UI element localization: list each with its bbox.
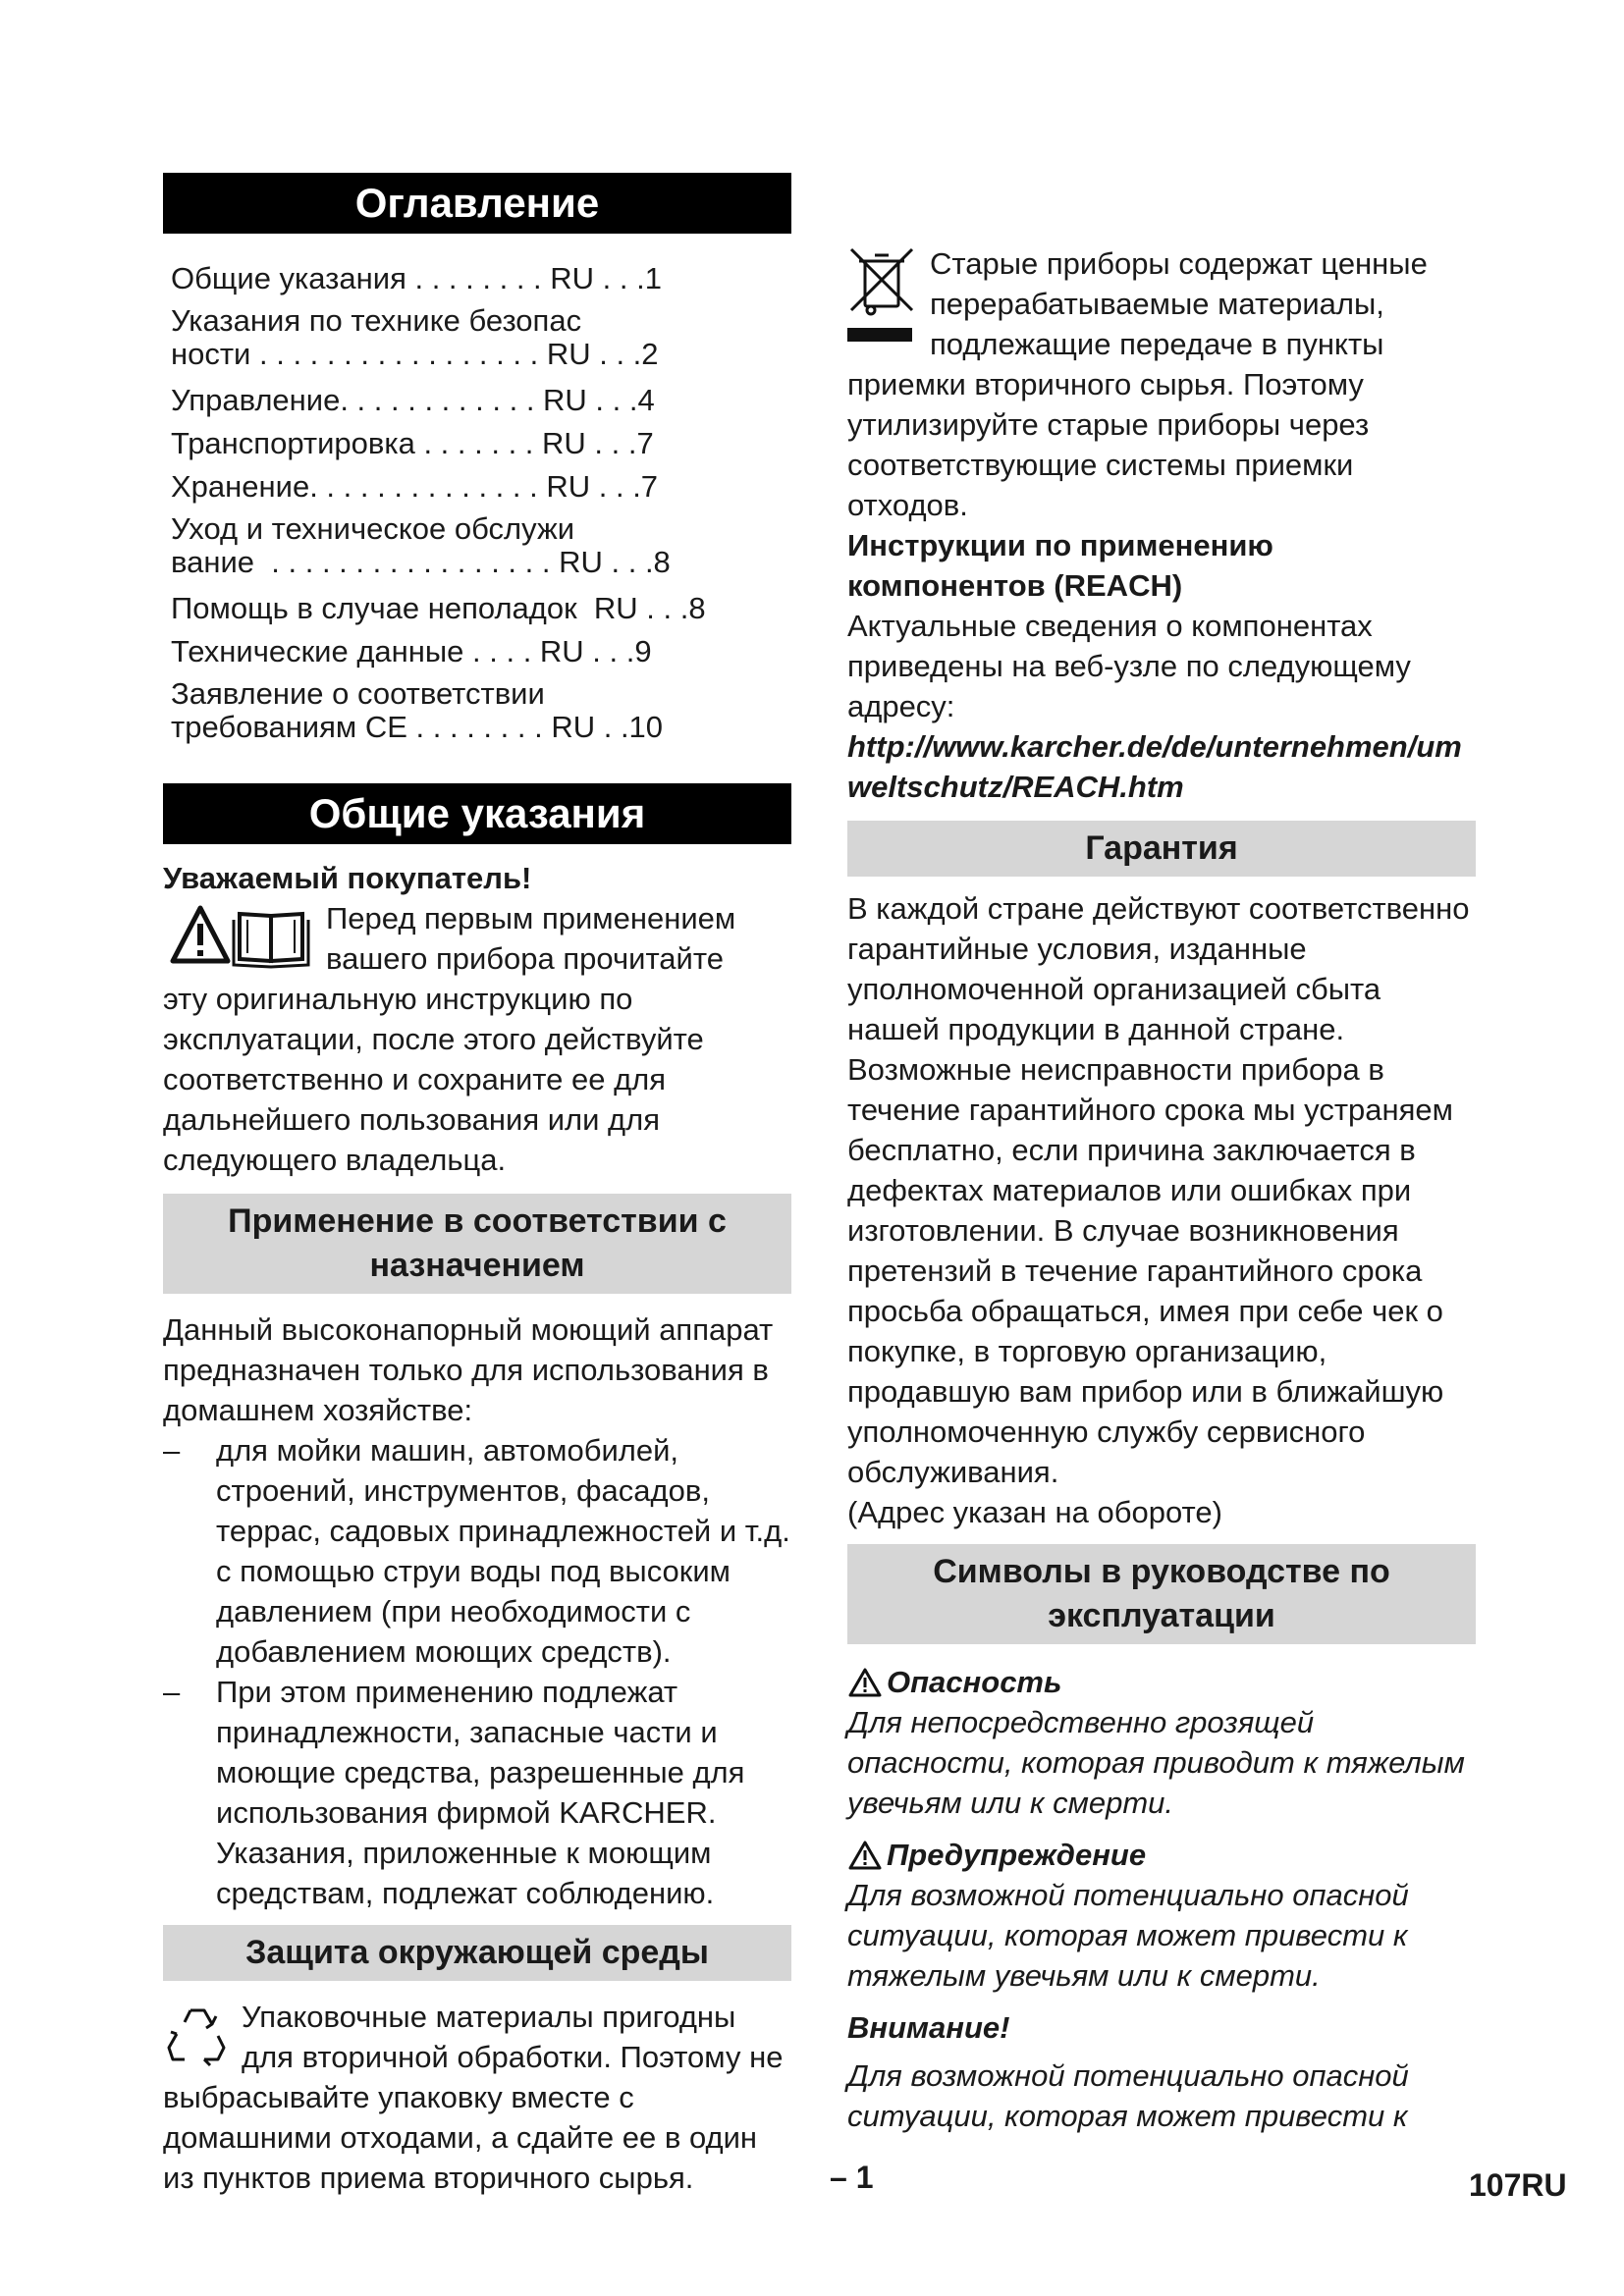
usage-text: Данный высоконапорный моющий аппарат предназначен только для использования в домашнем хозяйстве: xyxy=(163,1312,774,1427)
reach-link[interactable]: http://www.karcher.de/de/unternehmen/umweltschutz/REACH.htm xyxy=(847,729,1462,804)
right-column xyxy=(847,165,1476,2136)
toc-entry[interactable]: Управление. . . . . . . . . . . . RU . . .4 xyxy=(171,383,655,417)
old-devices-block: Старые приборы содержат ценные перерабатываемые материалы, подлежащие передаче в пункты приемки вторичного сырья. Поэтому утилизируйте старые приборы через соответствующие системы приемки отходов. xyxy=(847,246,1428,522)
environment-title: Защита окружающей среды xyxy=(163,1925,791,1981)
general-title: Общие указания xyxy=(163,783,791,844)
intro-block: Перед первым применением вашего прибора прочитайте эту оригинальную инструкцию по эксплуатации, после этого действуйте соответственно и сохраните ее для дальнейшего пользования или для следующего владельца. xyxy=(163,901,736,1177)
warning-read-manual-icon xyxy=(169,902,316,971)
warranty-title: Гарантия xyxy=(847,821,1476,877)
toc-entry[interactable]: Хранение. . . . . . . . . . . . . . RU . . .7 xyxy=(171,469,659,504)
toc-entry[interactable]: Технические данные . . . . RU . . .9 xyxy=(171,634,652,668)
toc-entry[interactable]: Транспортировка . . . . . . . RU . . .7 xyxy=(171,426,654,460)
caution-heading: Внимание! xyxy=(847,2010,1010,2045)
warranty-address: (Адрес указан на обороте) xyxy=(847,1495,1222,1529)
toc-entry[interactable]: Помощь в случае неполадок RU . . .8 xyxy=(171,591,706,625)
toc-entry[interactable]: Общие указания . . . . . . . . RU . . .1 xyxy=(171,261,662,295)
crossed-bin-icon xyxy=(847,245,916,344)
recycle-icon xyxy=(163,2001,232,2069)
packaging-block: Упаковочные материалы пригодны для вторичной обработки. Поэтому не выбрасывайте упаковку вместе с домашними отходами, а сдайте ее в один из пунктов приема вторичного сырья. xyxy=(163,2000,784,2195)
reach-heading: Инструкции по применению компонентов (REACH) xyxy=(847,528,1273,603)
left-column xyxy=(163,173,791,2198)
toc-entry[interactable]: Уход и техническое обслужи вание . . . . . . . . . . . . . . . . . RU . . .8 xyxy=(171,511,671,579)
usage-title: Применение в соответствии с назначением xyxy=(163,1194,791,1294)
danger-text: Для непосредственно грозящей опасности, которая приводит к тяжелым увечьям или к смерти. xyxy=(847,1705,1465,1820)
toc-entry[interactable]: Заявление о соответствии требованиям CE . . . . . . . . RU . .10 xyxy=(171,676,664,744)
list-item: – При этом применению подлежат принадлежности, запасные части и моющие средства, разрешенные для использования фирмой KARCHER. Указания, приложенные к моющим средствам, подлежат соблюдению. xyxy=(163,1675,745,1910)
warning-triangle-icon xyxy=(847,1667,883,1698)
caution-text: Для возможной потенциально опасной ситуации, которая может привести к xyxy=(847,2058,1409,2133)
page-number: – 1 xyxy=(830,2160,874,2195)
list-item: – для мойки машин, автомобилей, строений, инструментов, фасадов, террас, садовых принадлежностей и т.д. с помощью струи воды под высоким давлением (при необходимости с добавлением моющих средств). xyxy=(163,1433,790,1669)
reach-text: Актуальные сведения о компонентах приведены на веб-узле по следующему адресу: xyxy=(847,609,1411,723)
table-of-contents xyxy=(171,257,791,744)
page-code: 107RU xyxy=(1469,2167,1567,2203)
warning-triangle-icon xyxy=(847,1840,883,1871)
danger-heading: Опасность xyxy=(847,1662,1476,1702)
warning-heading: Предупреждение xyxy=(847,1835,1476,1875)
warranty-text: В каждой стране действуют соответственно гарантийные условия, изданные уполномоченной организацией сбыта нашей продукции в данной стране. Возможные неисправности прибора в течение гарантийного срока мы устраняем бесплатно, если причина заключается в дефектах материалов или ошибках при изготовлении. В случае возникновения претензий в течение гарантийного срока просьба обращаться, имея при себе чек о покупке, в торговую организацию, продавшую вам прибор или в ближайшую уполномоченную службу сервисного обслуживания. xyxy=(847,891,1470,1489)
warning-text: Для возможной потенциально опасной ситуации, которая может привести к тяжелым увечьям или к смерти. xyxy=(847,1878,1409,1993)
greeting: Уважаемый покупатель! xyxy=(163,861,532,895)
toc-entry[interactable]: Указания по технике безопас ности . . . . . . . . . . . . . . . . . RU . . .2 xyxy=(171,303,659,371)
symbols-title: Символы в руководстве по эксплуатации xyxy=(847,1544,1476,1644)
toc-title: Оглавление xyxy=(163,173,791,234)
